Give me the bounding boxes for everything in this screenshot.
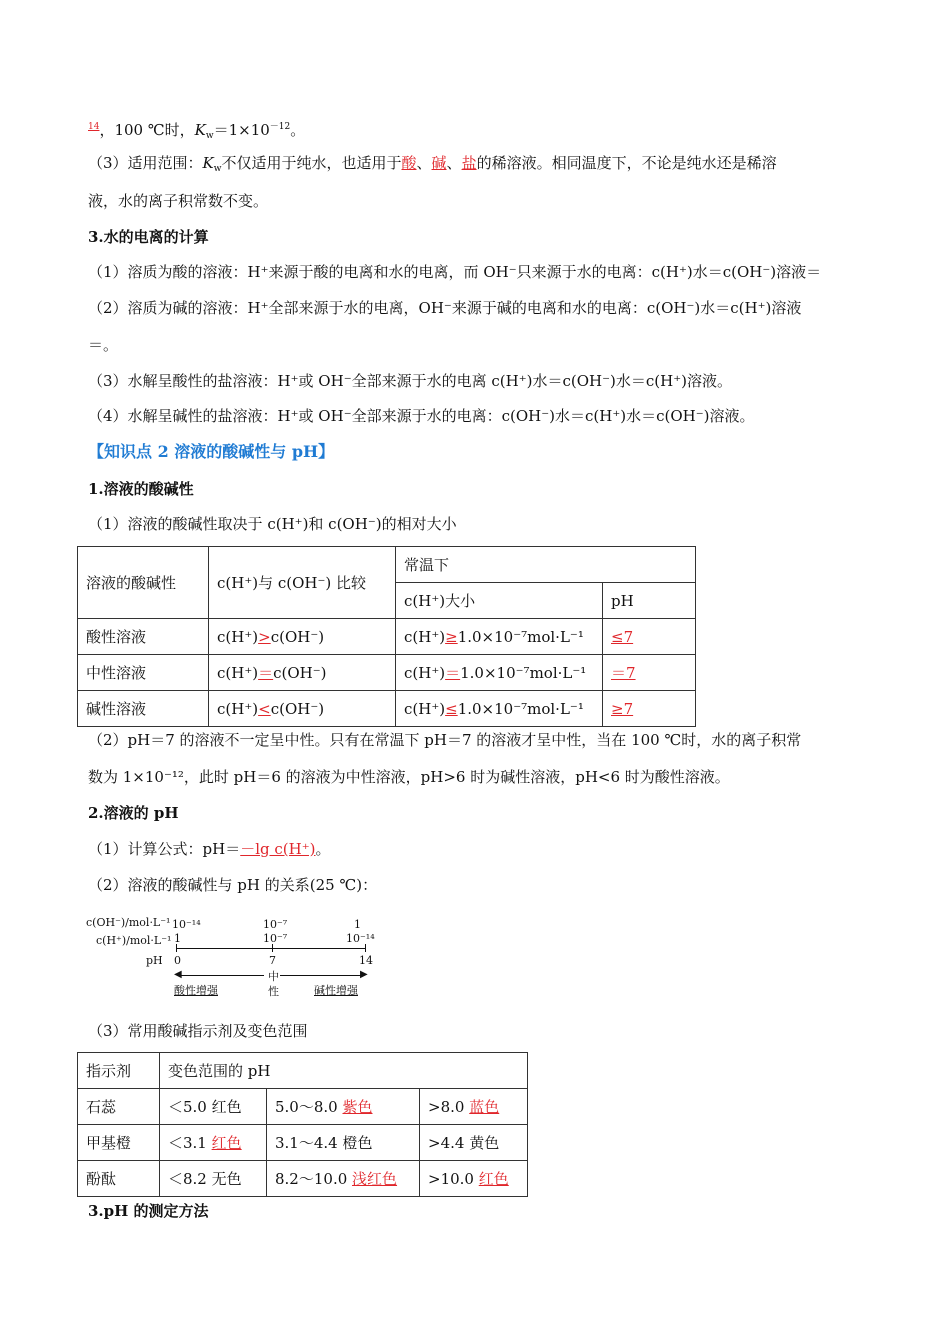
cell: ＜5.0 红色	[160, 1089, 267, 1125]
text: 不仅适用于纯水，也适用于	[221, 154, 402, 172]
knowledge-point-2-title: 【知识点 2 溶液的酸碱性与 pH】	[88, 442, 335, 461]
answer-salt: 盐	[461, 154, 477, 172]
heading-water-ionization-calc: 3.水的电离的计算	[88, 228, 209, 246]
oh-val-mid: 10⁻⁷	[263, 918, 288, 931]
text: 。	[290, 121, 306, 139]
table-row	[78, 1089, 528, 1125]
text: （1）计算公式：pH＝	[88, 840, 241, 858]
answer: 红色	[478, 1170, 509, 1188]
arrow-right-icon: ▶	[360, 969, 368, 980]
indicator-table	[77, 1052, 528, 1197]
text: c(H⁺)	[217, 699, 259, 718]
answer: ≥	[445, 627, 458, 646]
answer: 红色	[211, 1134, 242, 1152]
cell: 3.1～4.4 橙色	[267, 1125, 420, 1161]
cell: 酸性溶液	[78, 619, 209, 655]
text: ，100 ℃时，	[99, 121, 195, 139]
text: c(H⁺)	[217, 627, 259, 646]
text: c(OH⁻)	[270, 627, 325, 646]
tick	[365, 944, 366, 952]
cell: 甲基橙	[78, 1125, 160, 1161]
ph-axis-line	[176, 948, 366, 949]
text: 。	[315, 840, 331, 858]
text: c(OH⁻)	[273, 664, 327, 682]
answer: 紫色	[342, 1098, 373, 1116]
text: 的稀溶液。相同温度下，不论是纯水还是稀溶	[476, 154, 777, 172]
cell: >4.4 黄色	[420, 1125, 528, 1161]
heading-ph-measurement: 3.pH 的测定方法	[88, 1202, 209, 1220]
ph-label: pH	[146, 954, 163, 967]
text: c(H⁺)	[217, 664, 259, 682]
line-scope	[88, 152, 777, 180]
answer: 蓝色	[469, 1098, 500, 1116]
th-range: 变色范围的 pH	[160, 1053, 528, 1089]
th-room-temp: 常温下	[396, 547, 696, 583]
heading-ph: 2.溶液的 pH	[88, 804, 179, 822]
th-nature: 溶液的酸碱性	[78, 547, 209, 619]
base-arrow	[280, 975, 364, 976]
th-compare: c(H⁺)与 c(OH⁻) 比较	[209, 547, 396, 619]
acidity-table	[77, 546, 696, 727]
answer-base: 碱	[431, 154, 447, 172]
text: c(OH⁻)	[270, 699, 325, 718]
calc-line-1: （1）溶质为酸的溶液：H⁺来源于酸的电离和水的电离，而 OH⁻只来源于水的电离：c(H⁺)水＝c(OH⁻)溶液＝	[88, 263, 822, 281]
line-scope-cont: 液，水的离子积常数不变。	[88, 192, 269, 210]
indicator-intro: （3）常用酸碱指示剂及变色范围	[88, 1022, 308, 1040]
answer: ＝	[258, 664, 274, 682]
tick	[272, 944, 273, 952]
cell	[420, 1089, 528, 1125]
text: 5.0～8.0	[275, 1098, 343, 1116]
footnote-mark: 14	[88, 122, 100, 132]
neutral-label-1: 中	[268, 970, 279, 983]
tick	[176, 944, 177, 952]
text: 8.2～10.0	[275, 1170, 353, 1188]
cell	[603, 655, 696, 691]
text: w	[205, 131, 214, 141]
table-row	[78, 1161, 528, 1197]
text: c(H⁺)	[404, 699, 446, 718]
ph7-note-2: 数为 1×10⁻¹²，此时 pH＝6 的溶液为中性溶液，pH>6 时为碱性溶液，pH<6 时为酸性溶液。	[88, 768, 730, 786]
text: c(H⁺)	[404, 664, 446, 682]
text: >8.0	[428, 1098, 470, 1116]
answer: <	[258, 699, 271, 718]
text: （3）适用范围：	[88, 154, 203, 172]
cell	[603, 691, 696, 727]
table-row	[78, 1125, 528, 1161]
cell	[209, 655, 396, 691]
cell	[209, 691, 396, 727]
answer: ＝	[445, 664, 461, 682]
calc-line-3: （3）水解呈酸性的盐溶液：H⁺或 OH⁻全部来源于水的电离 c(H⁺)水＝c(OH⁻)水＝c(H⁺)溶液。	[88, 372, 732, 390]
cell	[396, 655, 603, 691]
text: w	[213, 164, 222, 174]
table-row	[78, 619, 696, 655]
calc-line-2: （2）溶质为碱的溶液：H⁺全部来源于水的电离，OH⁻来源于碱的电离和水的电离：c(OH⁻)水＝c(H⁺)溶液	[88, 299, 802, 317]
cell: 酚酞	[78, 1161, 160, 1197]
text: 1.0×10⁻⁷mol·L⁻¹	[457, 699, 584, 718]
oh-val-right: 1	[354, 918, 361, 931]
cell	[160, 1125, 267, 1161]
cell	[396, 619, 603, 655]
h-val-left: 1	[174, 932, 181, 945]
ph7-note-1: （2）pH＝7 的溶液不一定呈中性。只有在常温下 pH＝7 的溶液才呈中性，当在 100 ℃时，水的离子积常	[88, 731, 802, 749]
cell: ＜8.2 无色	[160, 1161, 267, 1197]
answer: ≤	[445, 699, 458, 718]
cell	[267, 1089, 420, 1125]
cell: 碱性溶液	[78, 691, 209, 727]
text: ＝1×10	[213, 121, 270, 139]
text: K	[202, 154, 214, 172]
oh-val-left: 10⁻¹⁴	[172, 918, 201, 931]
cell	[267, 1161, 420, 1197]
ph-val-7: 7	[269, 954, 276, 967]
ph-relation-intro: （2）溶液的酸碱性与 pH 的关系(25 ℃)：	[88, 876, 378, 894]
h-label: c(H⁺)/mol·L⁻¹	[96, 934, 172, 947]
answer-acid: 酸	[401, 154, 417, 172]
answer: ≤7	[611, 627, 634, 646]
h-val-right: 10⁻¹⁴	[346, 932, 375, 945]
cell	[603, 619, 696, 655]
text: >10.0	[428, 1170, 479, 1188]
acidity-intro: （1）溶液的酸碱性取决于 c(H⁺)和 c(OH⁻)的相对大小	[88, 515, 457, 533]
text: －12	[269, 122, 291, 132]
th-h-size: c(H⁺)大小	[396, 583, 603, 619]
answer: >	[258, 627, 271, 646]
text: ＜3.1	[168, 1134, 212, 1152]
ph-val-14: 14	[359, 954, 373, 967]
neutral-label-2: 性	[268, 985, 279, 998]
ph-formula-answer: －lg c(H⁺)	[240, 840, 316, 858]
calc-line-2b: ＝。	[88, 336, 119, 354]
arrow-left-icon: ◀	[174, 969, 182, 980]
table-row	[78, 691, 696, 727]
oh-label: c(OH⁻)/mol·L⁻¹	[86, 916, 171, 929]
ph-formula	[88, 838, 331, 860]
th-indicator: 指示剂	[78, 1053, 160, 1089]
cell: 中性溶液	[78, 655, 209, 691]
ph-val-0: 0	[174, 954, 181, 967]
answer: 浅红色	[352, 1170, 398, 1188]
calc-line-4: （4）水解呈碱性的盐溶液：H⁺或 OH⁻全部来源于水的电离：c(OH⁻)水＝c(H⁺)水＝c(OH⁻)溶液。	[88, 407, 755, 425]
table-row	[78, 655, 696, 691]
acid-stronger-label: 酸性增强	[174, 984, 218, 997]
text: 、	[446, 154, 462, 172]
cell	[420, 1161, 528, 1197]
text: 、	[416, 154, 432, 172]
text: c(H⁺)	[404, 627, 446, 646]
ph-scale-diagram	[86, 916, 386, 1004]
cell	[396, 691, 603, 727]
heading-acidity: 1.溶液的酸碱性	[88, 480, 194, 498]
text: 1.0×10⁻⁷mol·L⁻¹	[457, 627, 584, 646]
h-val-mid: 10⁻⁷	[263, 932, 288, 945]
cell: 石蕊	[78, 1089, 160, 1125]
answer: ＝7	[611, 664, 636, 682]
th-ph: pH	[603, 583, 696, 619]
text: K	[194, 121, 206, 139]
cell	[209, 619, 396, 655]
text: 1.0×10⁻⁷mol·L⁻¹	[460, 664, 587, 682]
line-kw-100c	[88, 116, 305, 147]
base-stronger-label: 碱性增强	[314, 984, 358, 997]
acid-arrow	[178, 975, 264, 976]
answer: ≥7	[611, 699, 634, 718]
